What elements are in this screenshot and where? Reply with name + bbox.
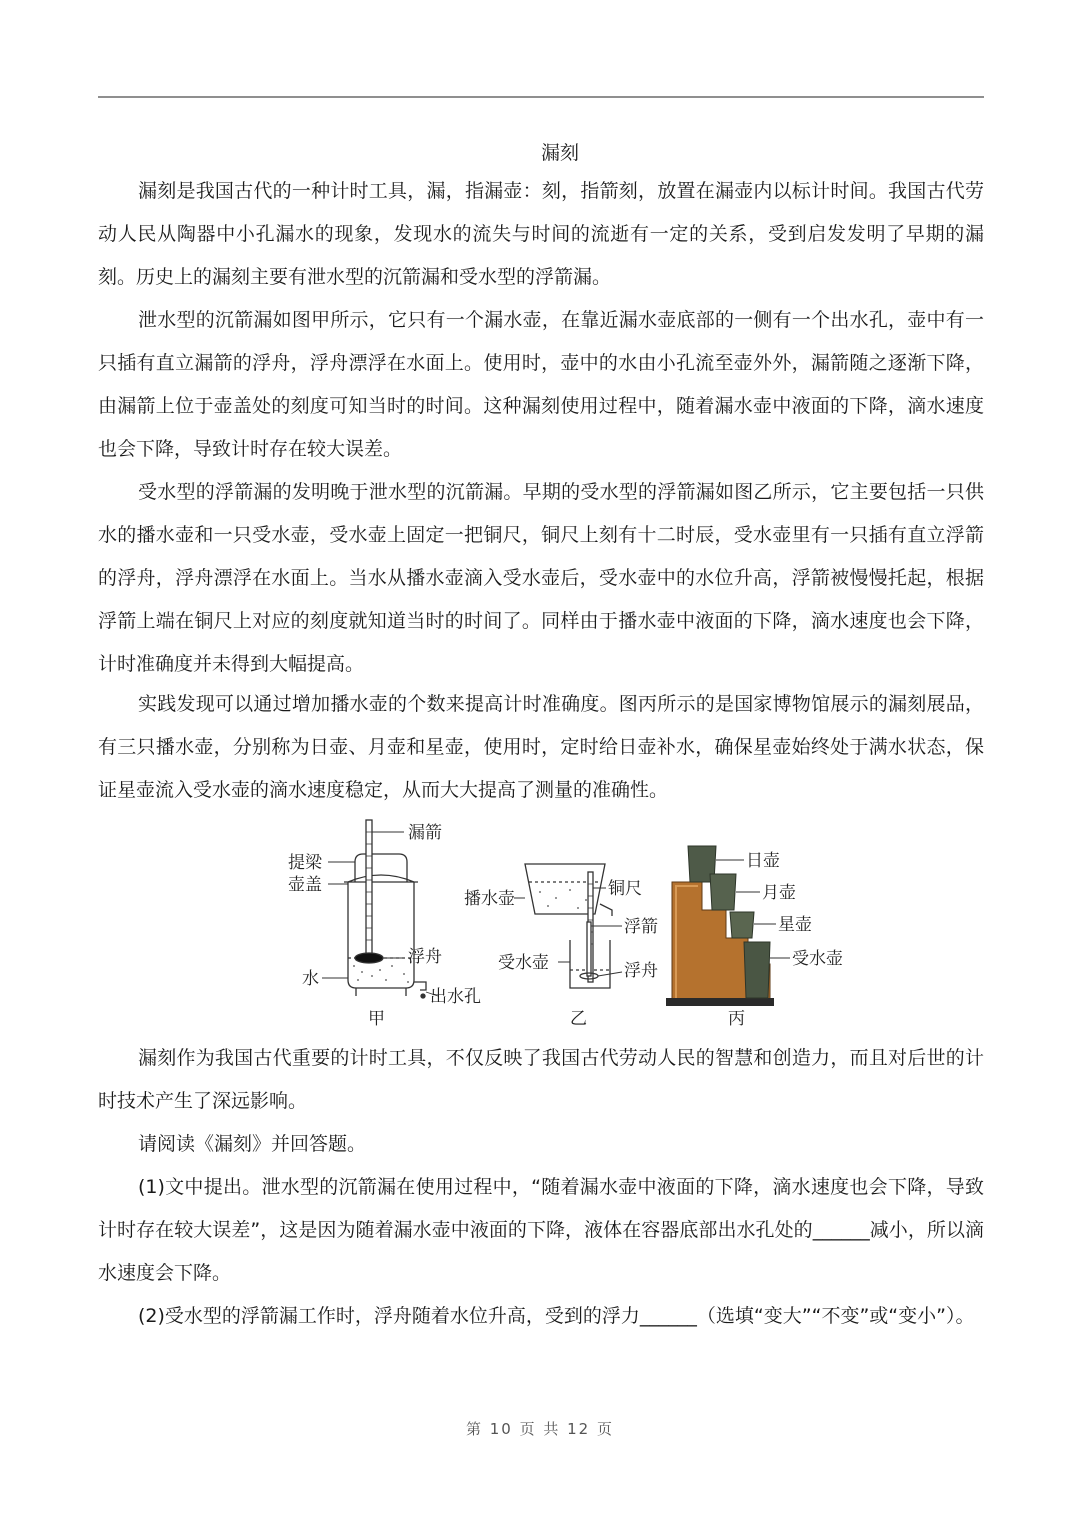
article-title: 漏刻 [540, 142, 579, 164]
paragraph-intro: 漏刻是我国古代的一种计时工具，漏，指漏壶：刻，指箭刻，放置在漏壶内以标计时间。我国古代劳动人民从陶器中小孔漏水的现象，发现水的流失与时间的流逝有一定的关系，受到启发发明了早期的漏刻。历史上的漏刻主要有泄水型的沉箭漏和受水型的浮箭漏。 [98, 180, 984, 288]
paragraph-floating-arrow: 受水型的浮箭漏的发明晚于泄水型的沉箭漏。早期的受水型的浮箭漏如图乙所示，它主要包括一只供水的播水壶和一只受水壶，受水壶上固定一把铜尺，铜尺上刻有十二时辰，受水壶里有一只插有直立浮箭的浮舟，浮舟漂浮在水面上。当水从播水壶滴入受水壶后，受水壶中的水位升高，浮箭被慢慢托起，根据浮箭上端在铜尺上对应的刻度就知道当时的时间了。同样由于播水壶中液面的下降，滴水速度也会下降，计时准确度并未得到大幅提高。 [98, 481, 984, 675]
label-ruler: 铜尺 [608, 879, 642, 899]
label-outlet: 出水孔 [430, 987, 481, 1007]
label-beam: 提梁 [288, 853, 322, 873]
label-receiver-bing: 受水壶 [792, 949, 843, 969]
paragraph-sinking-arrow: 泄水型的沉箭漏如图甲所示，它只有一个漏水壶，在靠近漏水壶底部的一侧有一个出水孔，壶中有一只插有直立漏箭的浮舟，浮舟漂浮在水面上。使用时，壶中的水由小孔流至壶外外，漏箭随之逐渐下降，由漏箭上位于壶盖处的刻度可知当时的时间。这种漏刻使用过程中，随着漏水壶中液面的下降，滴水速度也会下降，导致计时存在较大误差。 [98, 309, 984, 460]
label-sun-pot: 日壶 [746, 851, 780, 871]
label-boat-jia: 浮舟 [408, 947, 442, 967]
top-rule [98, 96, 984, 98]
label-boat-yi: 浮舟 [624, 961, 658, 981]
paragraph-improvement: 实践发现可以通过增加播水壶的个数来提高计时准确度。图丙所示的是国家博物馆展示的漏刻展品，有三只播水壶，分别称为日壶、月壶和星壶，使用时，定时给日壶补水，确保星壶始终处于满水状态，保证星壶流入受水壶的滴水速度稳定，从而大大提高了测量的准确性。 [98, 693, 984, 801]
label-water: 水 [302, 969, 319, 989]
question-2: (2)受水型的浮箭漏工作时，浮舟随着水位升高，受到的浮力______（选填“变大”“不变”或“变小”）。 [138, 1305, 975, 1327]
label-supply-pot: 播水壶 [464, 889, 515, 909]
page-number: 第 10 页 共 12 页 [465, 1420, 614, 1438]
caption-jia: 甲 [368, 1009, 385, 1029]
paragraph-instruction: 请阅读《漏刻》并回答题。 [138, 1133, 367, 1155]
label-moon-pot: 月壶 [762, 883, 796, 903]
caption-yi: 乙 [570, 1009, 587, 1029]
label-float-arrow: 浮箭 [624, 917, 658, 937]
question-1: (1)文中提出。泄水型的沉箭漏在使用过程中，“随着漏水壶中液面的下降，滴水速度也会下降，导致计时存在较大误差”，这是因为随着漏水壶中液面的下降，液体在容器底部出水孔处的______减小，所以滴水速度会下降。 [98, 1176, 984, 1284]
diagram-jia [322, 820, 438, 998]
figure-clepsydra [270, 812, 870, 1032]
label-star-pot: 星壶 [778, 915, 812, 935]
label-receiver-yi: 受水壶 [498, 953, 549, 973]
figure-svg [270, 812, 870, 1032]
paragraph-conclusion: 漏刻作为我国古代重要的计时工具，不仅反映了我国古代劳动人民的智慧和创造力，而且对后世的计时技术产生了深远影响。 [98, 1047, 984, 1112]
caption-bing: 丙 [728, 1009, 745, 1029]
label-arrow: 漏箭 [408, 823, 442, 843]
label-lid: 壶盖 [288, 875, 322, 895]
